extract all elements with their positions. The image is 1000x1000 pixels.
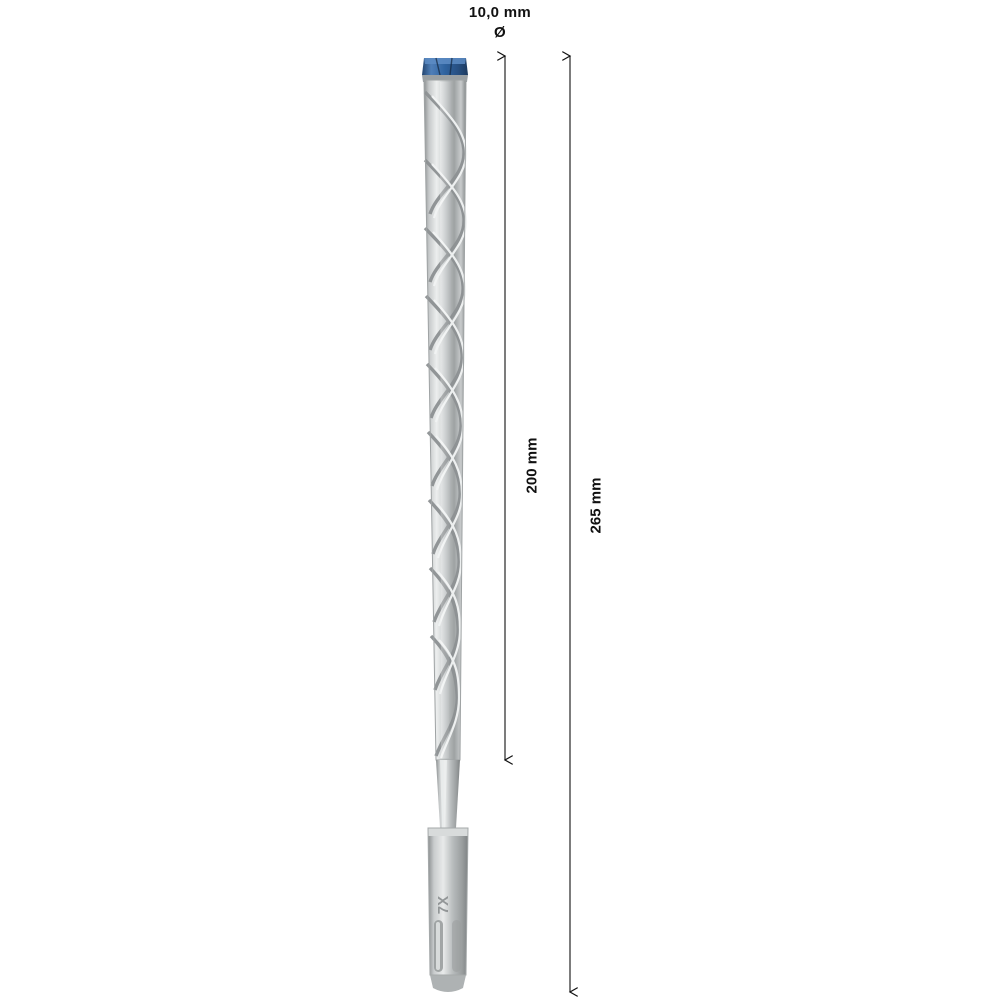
carbide-tip — [422, 58, 468, 82]
shaft-neck — [436, 760, 460, 828]
svg-text:7X: 7X — [435, 895, 452, 915]
diameter-label: 10,0 mm — [468, 4, 532, 21]
sds-shank — [428, 828, 468, 992]
fluted-shaft — [424, 80, 466, 760]
diameter-symbol-label: Ø — [494, 24, 506, 41]
total-length-label: 265 mm — [587, 477, 605, 534]
drill-bit-group — [422, 58, 468, 992]
working-length-label: 200 mm — [523, 437, 541, 494]
dimension-lines — [505, 56, 570, 992]
